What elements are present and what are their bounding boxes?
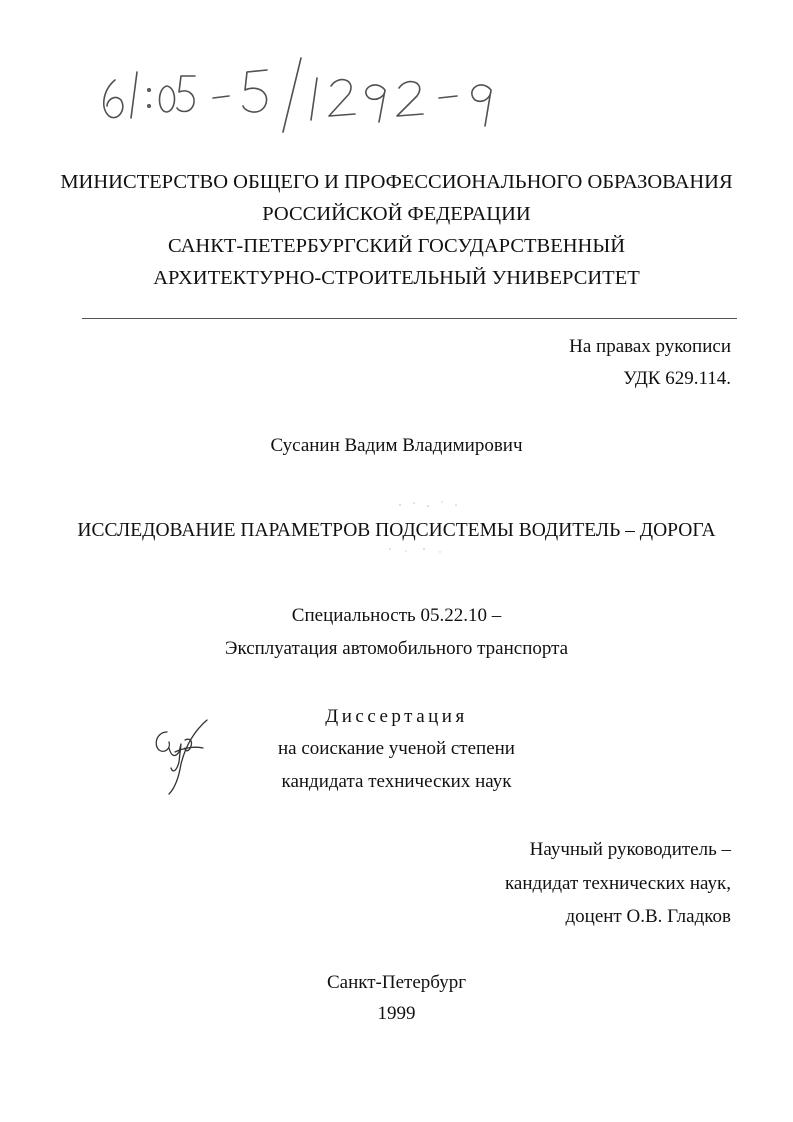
- ministry-line-2: РОССИЙСКОЙ ФЕДЕРАЦИИ: [262, 203, 531, 225]
- udc-code: УДК 629.114.: [623, 368, 731, 389]
- city: Санкт-Петербург: [326, 972, 466, 993]
- degree-line-2: кандидата технических наук: [281, 771, 512, 792]
- header-divider: [82, 318, 737, 319]
- author-name: Сусанин Вадим Владимирович: [270, 435, 523, 456]
- dissertation-label: Диссертация: [325, 706, 468, 727]
- specialty-name: Эксплуатация автомобильного транспорта: [224, 638, 569, 659]
- handwritten-note-text: 61:05-5/1292-9: [95, 138, 102, 139]
- year: 1999: [377, 1003, 416, 1024]
- dissertation-title: ИССЛЕДОВАНИЕ ПАРАМЕТРОВ ПОДСИСТЕМЫ ВОДИТЕЛЬ – ДОРОГА: [77, 520, 716, 541]
- degree-line-1: на соискание ученой степени: [278, 738, 515, 759]
- specialty-code: Специальность 05.22.10 –: [291, 605, 502, 626]
- manuscript-rights: На правах рукописи: [569, 336, 731, 357]
- university-line-2: АРХИТЕКТУРНО-СТРОИТЕЛЬНЫЙ УНИВЕРСИТЕТ: [153, 267, 640, 289]
- handwritten-archive-note: [95, 50, 555, 140]
- author-signature: [145, 718, 215, 798]
- advisor-name: доцент О.В. Гладков: [565, 906, 731, 927]
- ministry-line-1: МИНИСТЕРСТВО ОБЩЕГО И ПРОФЕССИОНАЛЬНОГО ОБРАЗОВАНИЯ: [60, 171, 733, 193]
- advisor-role: Научный руководитель –: [529, 839, 731, 860]
- advisor-degree: кандидат технических наук,: [504, 873, 731, 894]
- university-line-1: САНКТ-ПЕТЕРБУРГСКИЙ ГОСУДАРСТВЕННЫЙ: [167, 235, 626, 257]
